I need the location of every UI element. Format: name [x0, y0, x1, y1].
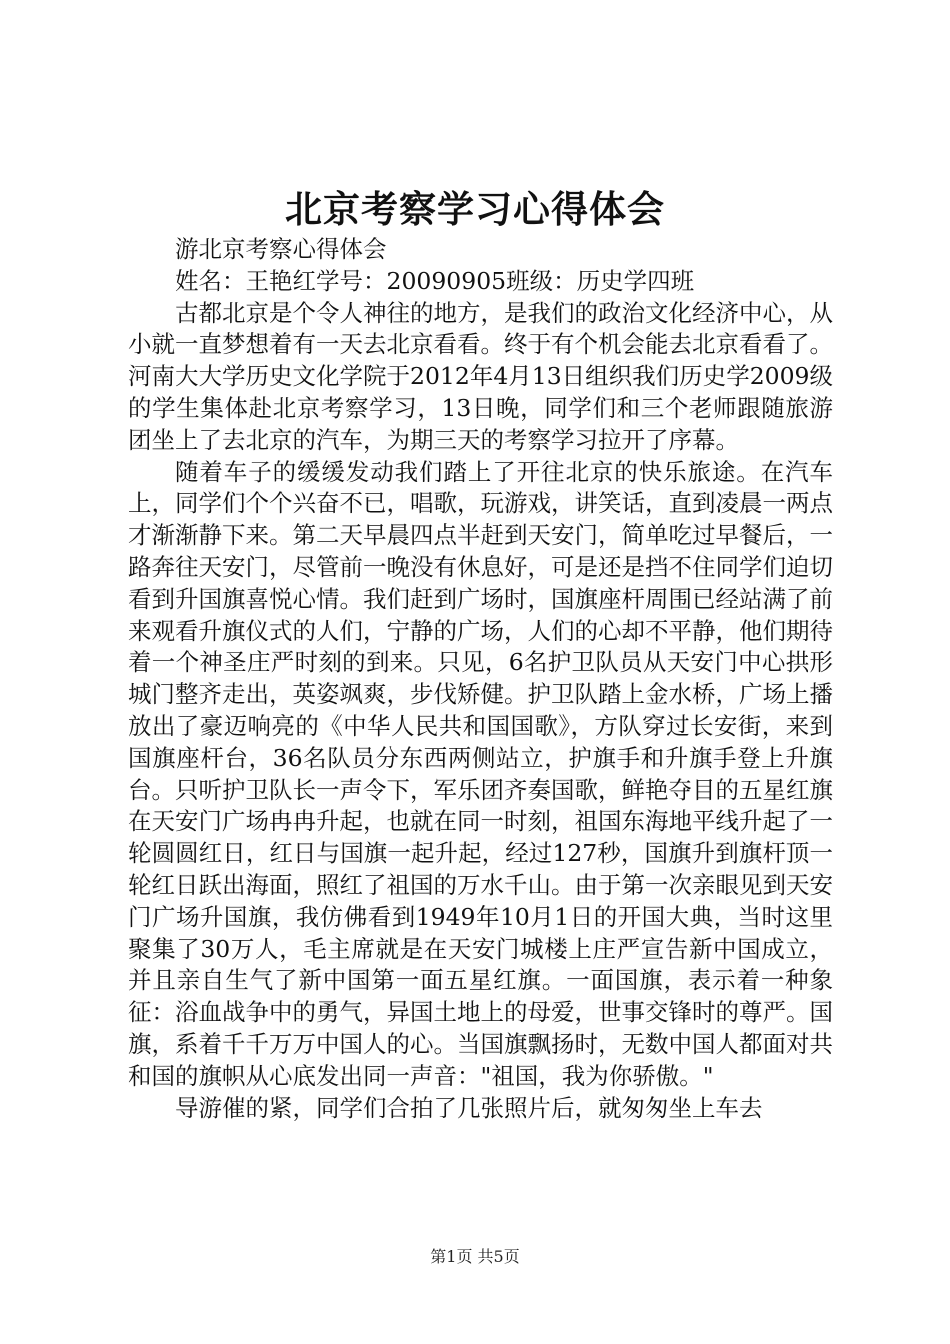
paragraph-1: 古都北京是个令人神往的地方，是我们的政治文化经济中心，从小就一直梦想着有一天去北京看看。终于有个机会能去北京看看了。河南大大学历史文化学院于2012年4月13日组织我们历史学2009级的学生集体赴北京考察学习，13日晚，同学们和三个老师跟随旅游团坐上了去北京的汽车，为期三天的考察学习拉开了序幕。 — [128, 298, 833, 454]
document-body — [128, 234, 833, 1124]
paragraph-subtitle: 游北京考察心得体会 — [175, 235, 387, 263]
paragraph-3: 导游催的紧，同学们合拍了几张照片后，就匆匆坐上车去 — [175, 1093, 763, 1122]
document-title: 北京考察学习心得体会 — [285, 187, 665, 231]
page-footer: 第1页 共5页 — [430, 1247, 520, 1266]
paragraph-2: 随着车子的缓缓发动我们踏上了开往北京的快乐旅途。在汽车上，同学们个个兴奋不已，唱歌，玩游戏，讲笑话，直到凌晨一两点才渐渐静下来。第二天早晨四点半赶到天安门，简单吃过早餐后，一路奔往天安门，尽管前一晚没有休息好，可是还是挡不住同学们迫切看到升国旗喜悦心情。我们赶到广场时，国旗座杆周围已经站满了前来观看升旗仪式的人们，宁静的广场，人们的心却不平静，他们期待着一个神圣庄严时刻的到来。只见，6名护卫队员从天安门中心拱形城门整齐走出，英姿飒爽，步伐矫健。护卫队踏上金水桥，广场上播放出了豪迈响亮的《中华人民共和国国歌》，方队穿过长安街，来到国旗座杆台，36名队员分东西两侧站立，护旗手和升旗手登上升旗台。只听护卫队长一声令下，军乐团齐奏国歌，鲜艳夺目的五星红旗在天安门广场冉冉升起，也就在同一时刻，祖国东海地平线升起了一轮圆圆红日，红日与国旗一起升起，经过127秒，国旗升到旗杆顶一轮红日跃出海面，照红了祖国的万水千山。由于第一次亲眼见到天安门广场升国旗，我仿佛看到1949年10月1日的开国大典，当时这里聚集了30万人，毛主席就是在天安门城楼上庄严宣告新中国成立，并且亲自生气了新中国第一面五星红旗。一面国旗，表示着一种象征：浴血战争中的勇气，异国土地上的母爱，世事交锋时的尊严。国旗，系着千千万万中国人的心。当国旗飘扬时，无数中国人都面对共和国的旗帜从心底发出同一声音："祖国，我为你骄傲。" — [128, 457, 833, 1090]
paragraph-author-info: 姓名：王艳红学号：20090905班级：历史学四班 — [175, 266, 695, 295]
